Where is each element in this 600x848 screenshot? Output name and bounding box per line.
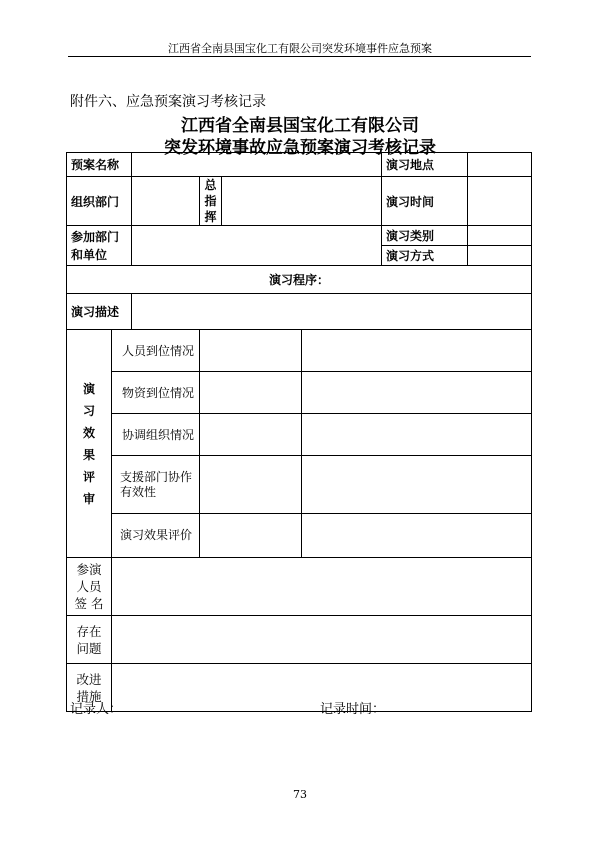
commander-label-cell xyxy=(200,177,222,226)
row-eval-materials xyxy=(67,372,532,414)
row-organizer xyxy=(67,177,532,226)
participants-label-line2: 和单位 xyxy=(71,247,108,262)
drill-location-label: 演习地点 xyxy=(382,153,468,177)
recorder-label: 记录人： xyxy=(70,702,123,717)
drill-procedure-label: 演习程序： xyxy=(67,266,532,294)
commander-field[interactable] xyxy=(222,177,382,226)
problems-field[interactable] xyxy=(112,616,532,664)
signatures-label: 参演人员签 名 xyxy=(67,558,112,616)
eval-coordination-field-b[interactable] xyxy=(302,414,532,456)
drill-method-label: 演习方式 xyxy=(382,246,468,266)
drill-time-label: 演习时间 xyxy=(382,177,468,226)
plan-name-label: 预案名称 xyxy=(67,153,132,177)
participants-label-line1: 参加部门 xyxy=(71,229,120,244)
row-procedure xyxy=(67,266,532,294)
evaluation-group-label: 演习效果评审 xyxy=(83,381,96,506)
eval-item-coordination: 协调组织情况 xyxy=(112,414,200,456)
row-eval-effect xyxy=(67,514,532,558)
document-title-record: 突发环境事故应急预案演习考核记录 xyxy=(164,138,436,158)
organizer-field[interactable] xyxy=(132,177,200,226)
participants-field[interactable] xyxy=(132,226,382,266)
evaluation-group-cell xyxy=(67,330,112,558)
annex-title: 附件六、应急预案演习考核记录 xyxy=(70,94,266,110)
header-rule xyxy=(68,56,531,57)
row-participants-1 xyxy=(67,226,532,246)
drill-description-field[interactable] xyxy=(132,294,532,330)
eval-personnel-field-b[interactable] xyxy=(302,330,532,372)
drill-record-form xyxy=(66,152,532,712)
eval-item-materials: 物资到位情况 xyxy=(112,372,200,414)
record-time-label: 记录时间： xyxy=(320,702,386,717)
drill-description-label: 演习描述 xyxy=(67,294,132,330)
eval-effect-field-b[interactable] xyxy=(302,514,532,558)
signatures-field[interactable] xyxy=(112,558,532,616)
drill-category-field[interactable] xyxy=(468,226,532,246)
row-signatures xyxy=(67,558,532,616)
participants-label-cell xyxy=(67,226,132,266)
commander-label: 总指挥 xyxy=(204,178,217,224)
eval-item-support: 支援部门协作有效性 xyxy=(112,456,200,514)
improvements-label: 改进措施 xyxy=(67,664,112,712)
problems-label: 存在问题 xyxy=(67,616,112,664)
eval-support-field-b[interactable] xyxy=(302,456,532,514)
row-improvements xyxy=(67,664,532,712)
eval-effect-field-a[interactable] xyxy=(200,514,302,558)
running-header: 江西省全南县国宝化工有限公司突发环境事件应急预案 xyxy=(168,42,432,55)
eval-support-field-a[interactable] xyxy=(200,456,302,514)
eval-personnel-field-a[interactable] xyxy=(200,330,302,372)
organizer-label: 组织部门 xyxy=(67,177,132,226)
drill-method-field[interactable] xyxy=(468,246,532,266)
eval-item-personnel: 人员到位情况 xyxy=(112,330,200,372)
row-problems xyxy=(67,616,532,664)
document-title-company: 江西省全南县国宝化工有限公司 xyxy=(181,116,419,136)
page-number: 73 xyxy=(293,788,307,801)
row-plan-name xyxy=(67,153,532,177)
drill-location-field[interactable] xyxy=(468,153,532,177)
row-eval-support xyxy=(67,456,532,514)
row-eval-coordination xyxy=(67,414,532,456)
row-eval-personnel xyxy=(67,330,532,372)
eval-item-effect: 演习效果评价 xyxy=(112,514,200,558)
plan-name-field[interactable] xyxy=(132,153,382,177)
row-description xyxy=(67,294,532,330)
eval-coordination-field-a[interactable] xyxy=(200,414,302,456)
eval-materials-field-a[interactable] xyxy=(200,372,302,414)
drill-time-field[interactable] xyxy=(468,177,532,226)
drill-category-label: 演习类别 xyxy=(382,226,468,246)
eval-materials-field-b[interactable] xyxy=(302,372,532,414)
